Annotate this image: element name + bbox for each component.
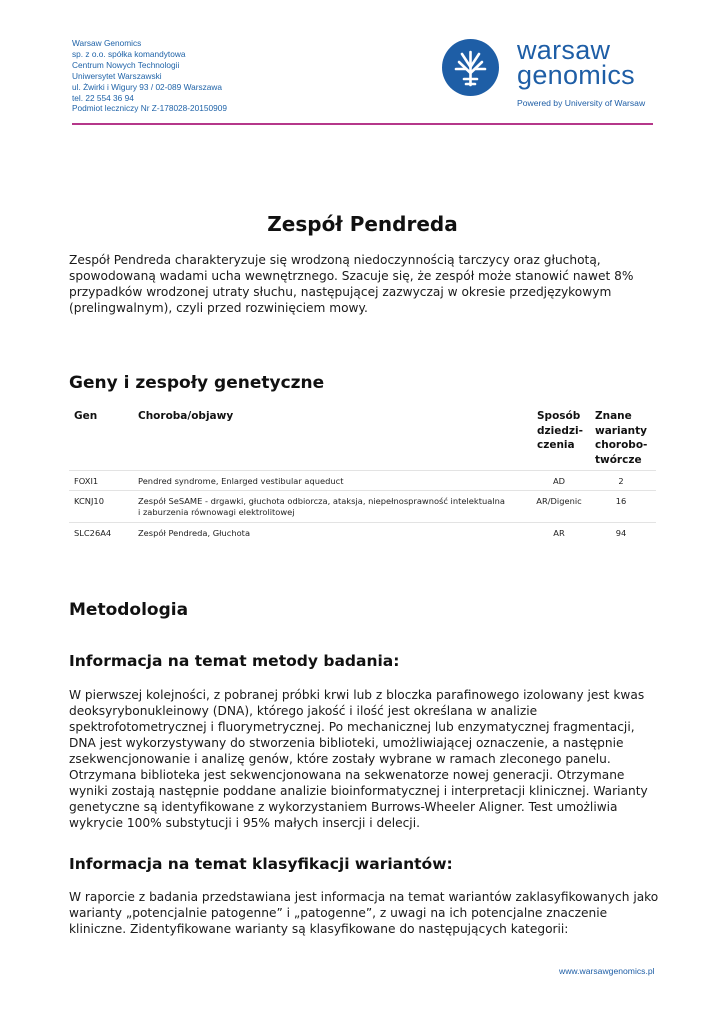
inheritance-cell: AD [552,476,566,486]
gene-cell: SLC26A4 [74,528,112,538]
company-address [72,38,227,114]
address-line: Centrum Nowych Technologii [72,59,180,70]
method-info-paragraph: W pierwszej kolejności, z pobranej próbki krwi lub z bloczka parafinowego izolowany jest kwas deoksyrybonukleinowy (DNA), którego jakość i ilość jest określana w analizie spektrofotometrycznej i fluorymetrycznej. Po mechanicznej lub enzymatycznej fragmentacji, DNA jest wykorzystywany do stworzenia biblioteki, umożliwiającej oznaczenie, a następnie zsekwencjonowanie i analizę genów, które zostały wybrane w ramach zleconego panelu. Otrzymana biblioteka jest sekwencjonowana na sekwenatorze nowej generacji. Otrzymane wyniki zostają następnie poddane analizie bioinformatycznej i interpretacji klinicznej. Warianty genetyczne są identyfikowane z wykorzystaniem Burrows-Wheeler Aligner. Test umożliwia wykrycie 100% substytucji i 95% małych insercji i delecji. [69,688,648,830]
methodology-heading: Metodologia [69,600,189,620]
classification-heading: Informacja na temat klasyfikacji wariantów: [69,855,453,873]
address-line: ul. Żwirki i Wigury 93 / 02-089 Warszawa [72,81,223,92]
address-line: tel. 22 554 36 94 [72,92,134,103]
logo-wordmark-genomics: genomics [517,60,635,90]
address-line: Warsaw Genomics [72,38,142,48]
inheritance-cell: AR [553,528,565,538]
classification-paragraph: W raporcie z badania przedstawiana jest informacja na temat wariantów zaklasyfikowanych jako warianty „potencjalnie patogenne” i „patogenne”, z uwagi na ich potencjalne znaczenie kliniczne. Zidentyfikowane warianty są klasyfikowane do następujących kategorii: [69,890,659,936]
column-header-inheritance: Sposób dziedzi- czenia [537,410,583,452]
gene-cell: FOXI1 [74,476,99,486]
header-divider [72,123,653,125]
variants-count-cell: 16 [615,496,627,506]
column-header-disease: Choroba/objawy [138,410,234,422]
table-row [69,490,656,522]
column-header-variants: Znane warianty chorobo- twórcze [595,410,648,466]
genome-tree-logo-icon [442,39,499,96]
page-title: Zespół Pendreda [267,212,458,236]
address-line: Uniwersytet Warszawski [72,70,162,81]
warsaw-genomics-logo [442,37,654,111]
logo-tagline: Powered by University of Warsaw [517,98,646,108]
inheritance-cell: AR/Digenic [536,496,582,506]
column-header-gene: Gen [74,410,98,422]
genes-section-heading: Geny i zespoły genetyczne [69,373,325,393]
method-info-heading: Informacja na temat metody badania: [69,652,400,670]
table-row [69,522,656,544]
disease-cell: Pendred syndrome, Enlarged vestibular aqueduct [138,476,344,486]
address-line: sp. z o.o. spółka komandytowa [72,48,186,59]
intro-paragraph: Zespół Pendreda charakteryzuje się wrodzoną niedoczynnością tarczycy oraz głuchotą, spowodowaną wadami ucha wewnętrznego. Szacuje się, że zespół może stanowić nawet 8% przypadków wrodzonej utraty słuchu, następującej zazwyczaj w okresie przedjęzykowym (prelingwalnym), czyli przed rozwinięciem mowy. [69,253,634,315]
address-line: Podmiot leczniczy Nr Z-178028-20150909 [72,103,227,114]
disease-cell: Zespół Pendreda, Głuchota [138,528,251,538]
disease-cell: Zespół SeSAME - drgawki, głuchota odbiorcza, ataksja, niepełnosprawność intelektualna i zaburzenia równowagi elektrolitowej [138,496,505,517]
footer-website-link[interactable]: www.warsawgenomics.pl [559,966,655,976]
variants-count-cell: 94 [615,528,627,538]
gene-cell: KCNJ10 [74,496,104,506]
logo-wordmark-warsaw: warsaw [517,35,611,65]
variants-count-cell: 2 [618,476,624,486]
table-row [69,470,656,490]
